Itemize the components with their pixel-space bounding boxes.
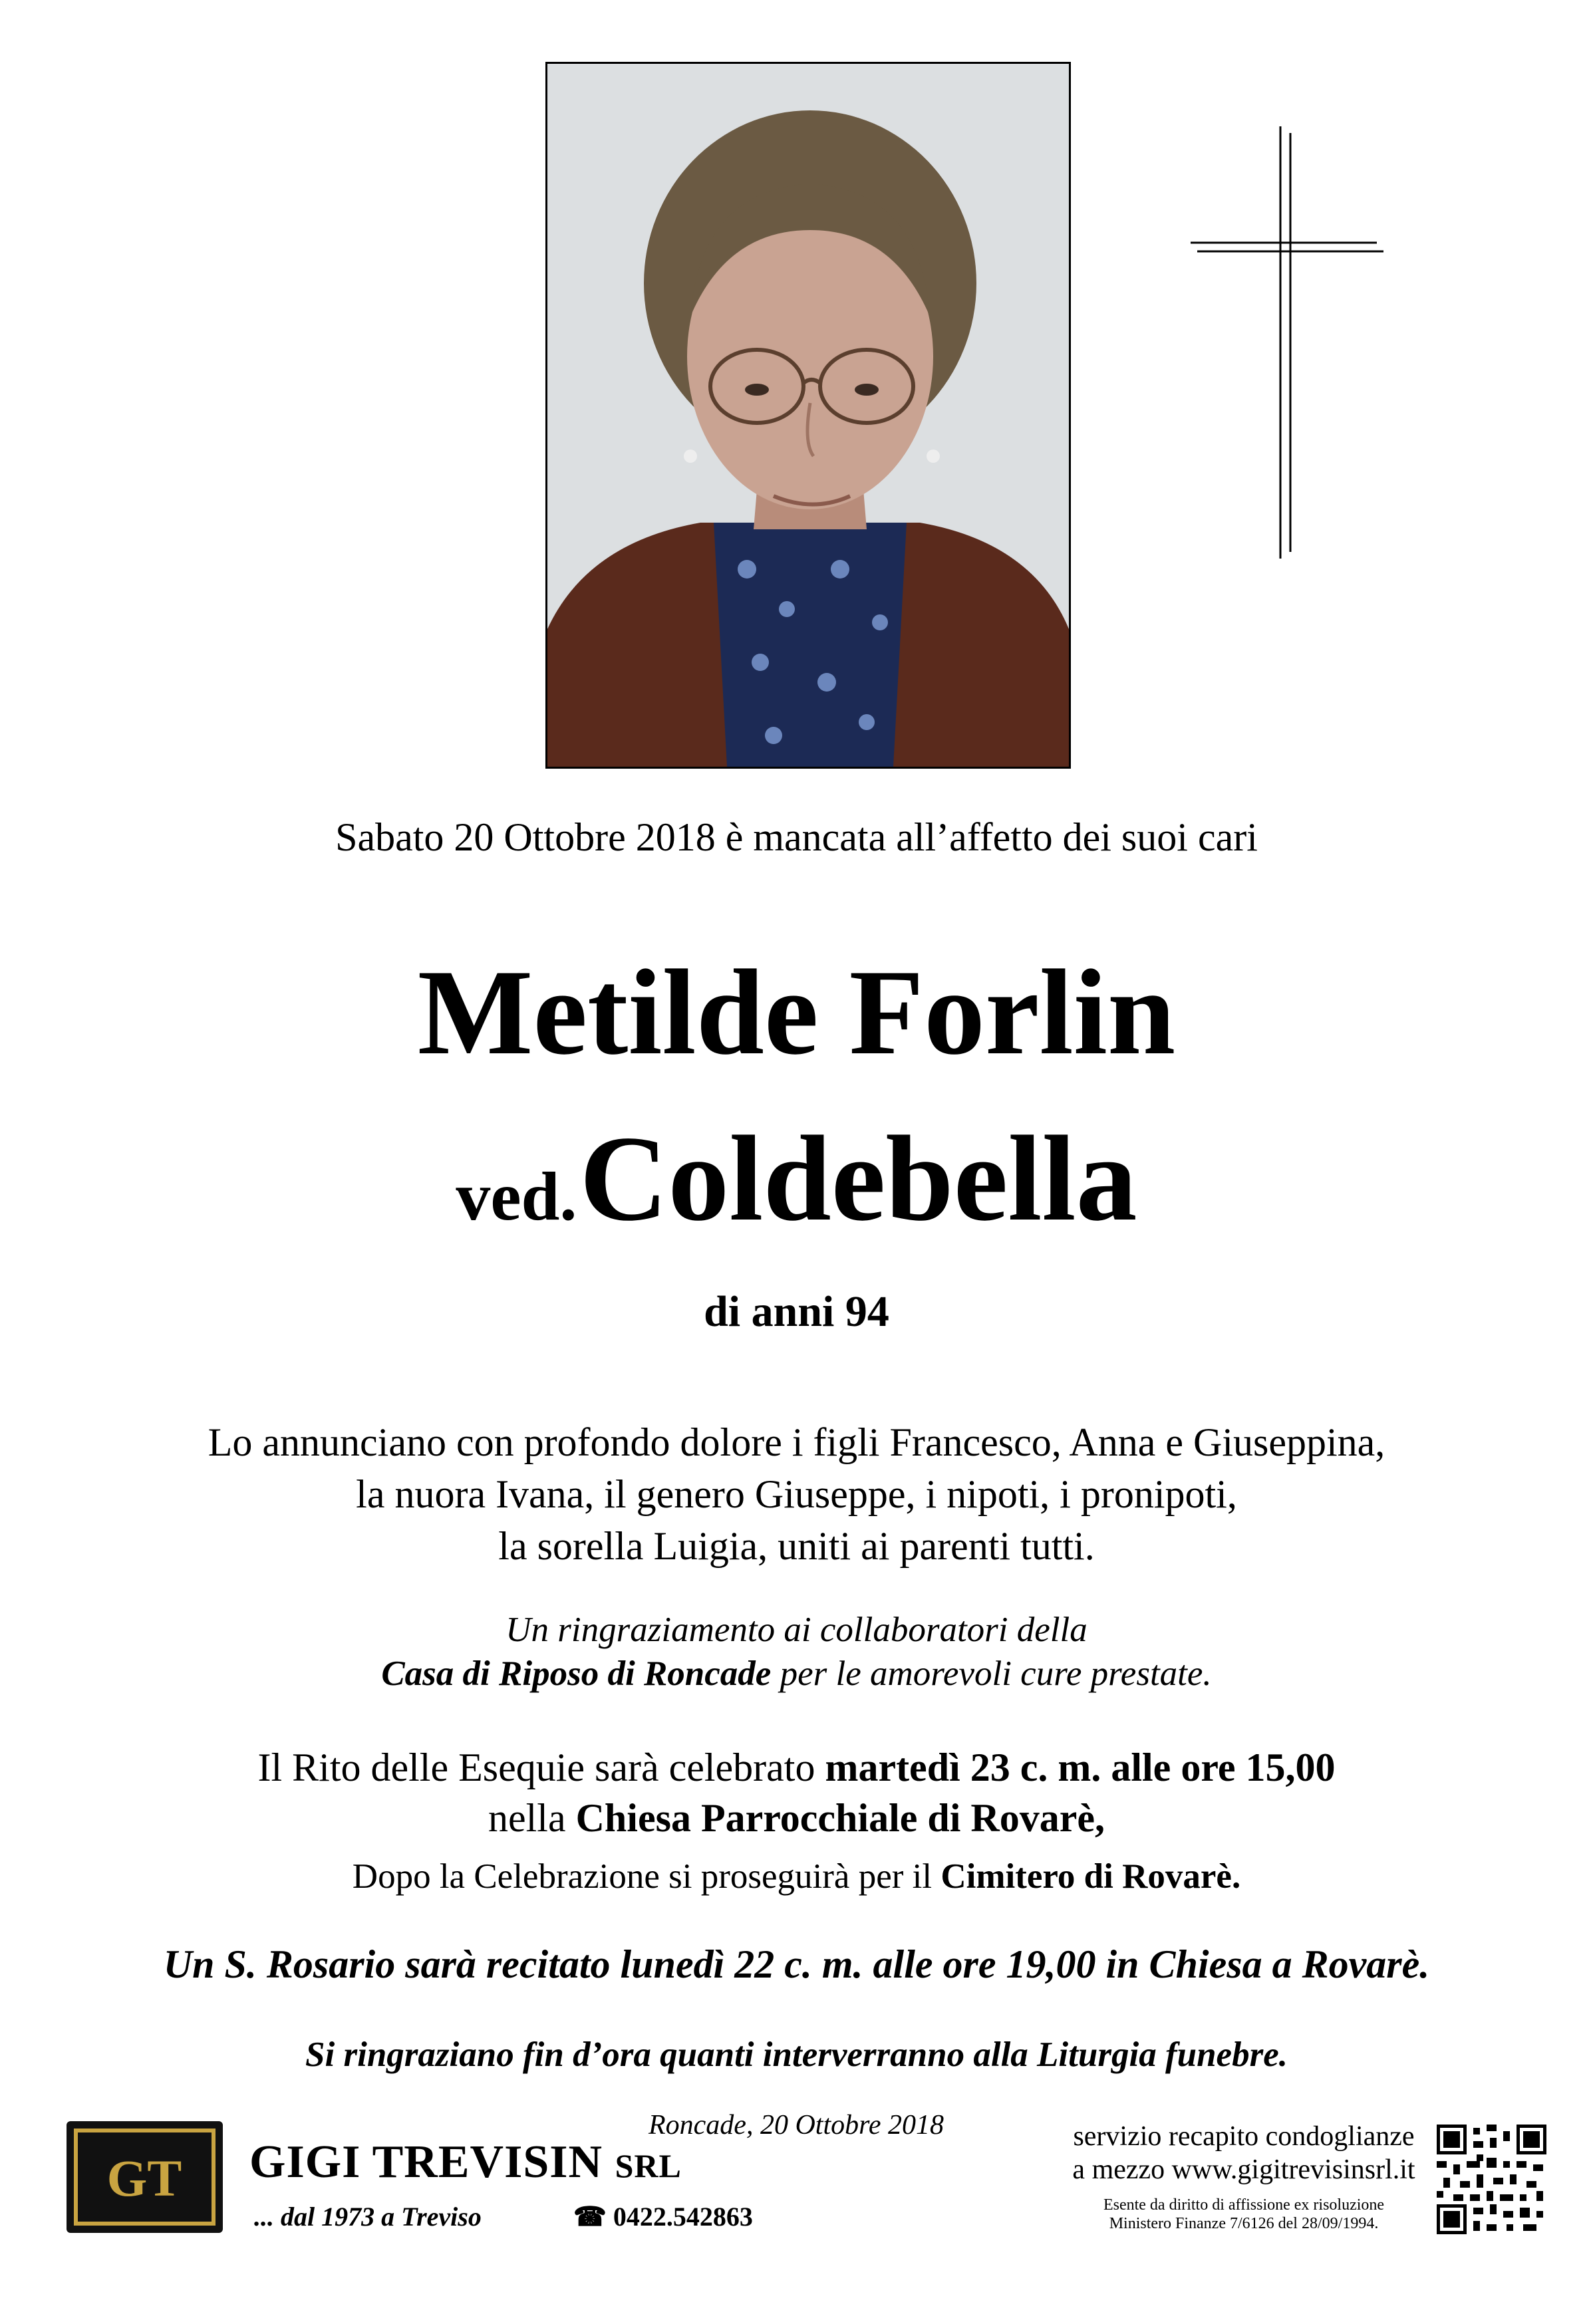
cemetery-name: Cimitero di Rovarè. [941,1857,1241,1896]
place-and-date: Roncade, 20 Ottobre 2018 [649,2110,944,2140]
deceased-photo [545,62,1071,769]
cross-icon [1191,126,1383,559]
thanks-line: Un ringraziamento ai collaboratori della [506,1611,1087,1649]
care-home-thanks [0,1608,1593,1696]
company-phone [573,2201,753,2232]
widow-prefix: ved. [456,1158,577,1235]
rite-datetime: martedì 23 c. m. alle ore 15,00 [825,1745,1336,1789]
phone-number: 0422.542863 [613,2202,753,2232]
exempt-line: Esente da diritto di affissione ex risoluzione [1103,2196,1385,2214]
company-name-text: GIGI TREVISIN [249,2136,603,2188]
announcement-line: la sorella Luigia, uniti ai parenti tutti. [498,1524,1095,1568]
qr-code-icon[interactable] [1437,2125,1546,2234]
cemetery-prefix: Dopo la Celebrazione si proseguirà per il [352,1857,941,1896]
final-thanks: Si ringraziano fin d’ora quanti interverranno alla Liturgia funebre. [305,2035,1288,2074]
service-website: a mezzo www.gigitrevisinsrl.it [1072,2154,1415,2185]
cemetery-line [0,1857,1593,1896]
company-tagline: ... dal 1973 a Treviso [254,2202,482,2232]
service-line: servizio recapito condoglianze [1073,2121,1415,2152]
exempt-line: Ministero Finanze 7/6126 del 28/09/1994. [1109,2215,1379,2232]
company-name [249,2136,682,2189]
rite-church: Chiesa Parrocchiale di Rovarè, [575,1796,1105,1840]
age-line: di anni 94 [704,1287,889,1336]
company-suffix: SRL [615,2147,682,2184]
rite-prefix: Il Rito delle Esequie sarà celebrato [257,1745,825,1789]
thanks-line [0,1652,1593,1696]
care-home-name: Casa di Riposo di Roncade [381,1654,772,1693]
rosary-notice: Un S. Rosario sarà recitato lunedì 22 c. m. alle ore 19,00 in Chiesa a Rovarè. [163,1942,1430,1986]
announcement-line: Lo annunciano con profondo dolore i figli Francesco, Anna e Giuseppina, [208,1420,1385,1464]
condolence-service [1038,2120,1450,2186]
tax-exemption-note [1038,2196,1450,2233]
phone-icon: ☎ [573,2202,607,2232]
logo-text: GT [106,2149,182,2207]
company-logo [67,2121,223,2233]
rite-church-prefix: nella [488,1796,576,1840]
death-announcement-intro: Sabato 20 Ottobre 2018 è mancata all’affetto dei suoi cari [335,815,1258,859]
thanks-rest: per le amorevoli cure prestate. [771,1654,1212,1693]
married-surname: Coldebella [579,1110,1137,1246]
rite-line [0,1793,1593,1843]
family-announcement [0,1416,1593,1572]
deceased-name: Metilde Forlin [417,944,1176,1080]
funeral-rite [0,1742,1593,1843]
announcement-line: la nuora Ivana, il genero Giuseppe, i nipoti, i pronipoti, [356,1472,1237,1516]
rite-line [0,1742,1593,1793]
deceased-married-name [0,1110,1593,1246]
